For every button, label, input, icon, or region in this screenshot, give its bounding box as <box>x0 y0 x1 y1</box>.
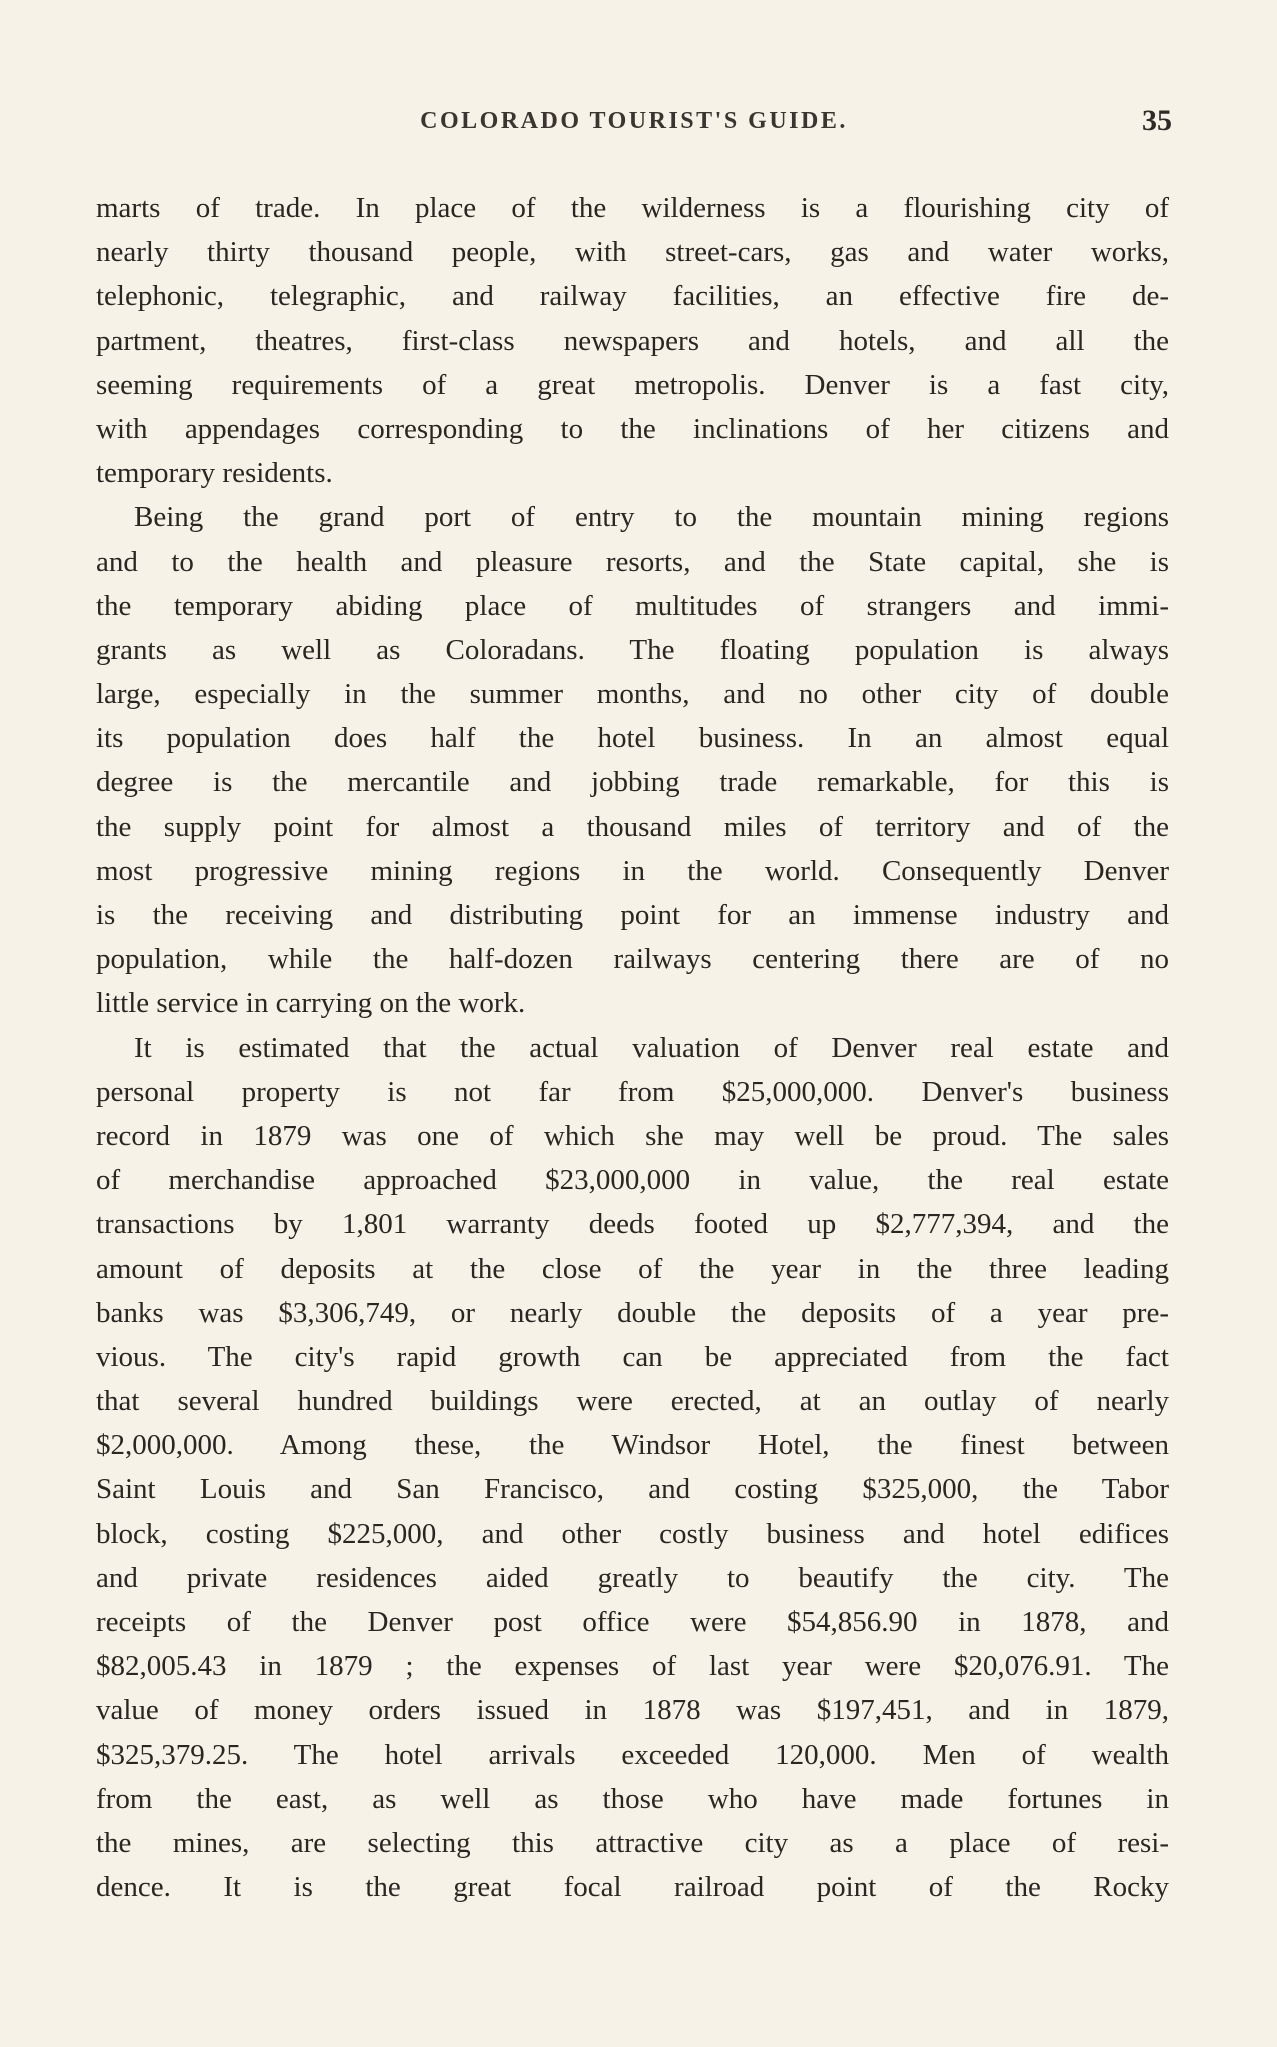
text-line: personal property is not far from $25,000,000. Denver's business <box>96 1075 1169 1108</box>
body-text <box>96 186 1169 1909</box>
text-line: grants as well as Coloradans. The floating population is always <box>96 633 1169 666</box>
text-line: amount of deposits at the close of the year in the three leading <box>96 1252 1169 1285</box>
text-line: little service in carrying on the work. <box>96 987 526 1020</box>
running-title: COLORADO TOURIST'S GUIDE. <box>420 108 848 134</box>
text-line: Being the grand port of entry to the mountain mining regions <box>134 501 1169 534</box>
text-line: value of money orders issued in 1878 was $197,451, and in 1879, <box>96 1694 1169 1727</box>
text-line: telephonic, telegraphic, and railway facilities, an effective fire de- <box>96 280 1169 313</box>
text-line: seeming requirements of a great metropolis. Denver is a fast city, <box>96 368 1169 401</box>
text-line: dence. It is the great focal railroad point of the Rocky <box>96 1871 1169 1904</box>
text-line: It is estimated that the actual valuation of Denver real estate and <box>134 1031 1169 1064</box>
text-line: and to the health and pleasure resorts, and the State capital, she is <box>96 545 1169 578</box>
text-line: population, while the half-dozen railways centering there are of no <box>96 943 1169 976</box>
page-number: 35 <box>1142 104 1172 137</box>
text-line: the supply point for almost a thousand miles of territory and of the <box>96 810 1169 843</box>
text-line: nearly thirty thousand people, with street-cars, gas and water works, <box>96 236 1169 269</box>
text-line: of merchandise approached $23,000,000 in value, the real estate <box>96 1164 1169 1197</box>
page-header <box>96 104 1172 148</box>
text-line: the temporary abiding place of multitudes of strangers and immi- <box>96 589 1169 622</box>
text-line: from the east, as well as those who have made fortunes in <box>96 1782 1169 1815</box>
text-line: record in 1879 was one of which she may well be proud. The sales <box>96 1119 1169 1152</box>
text-line: that several hundred buildings were erected, at an outlay of nearly <box>96 1385 1169 1418</box>
text-line: marts of trade. In place of the wilderness is a flourishing city of <box>96 192 1169 224</box>
text-line: block, costing $225,000, and other costly business and hotel edifices <box>96 1517 1169 1550</box>
text-line: receipts of the Denver post office were $54,856.90 in 1878, and <box>96 1606 1169 1638</box>
text-line: transactions by 1,801 warranty deeds footed up $2,777,394, and the <box>96 1208 1169 1241</box>
text-line: large, especially in the summer months, and no other city of double <box>96 678 1169 711</box>
text-line: its population does half the hotel business. In an almost equal <box>96 722 1169 755</box>
text-line: degree is the mercantile and jobbing trade remarkable, for this is <box>96 766 1169 799</box>
text-line: temporary residents. <box>96 457 333 490</box>
text-line: partment, theatres, first-class newspapers and hotels, and all the <box>96 324 1169 357</box>
text-line: $2,000,000. Among these, the Windsor Hotel, the finest between <box>96 1429 1169 1462</box>
text-line: banks was $3,306,749, or nearly double the deposits of a year pre- <box>96 1296 1169 1329</box>
text-line: and private residences aided greatly to beautify the city. The <box>96 1561 1169 1594</box>
text-line: $82,005.43 in 1879 ; the expenses of last year were $20,076.91. The <box>96 1650 1169 1683</box>
text-line: the mines, are selecting this attractive city as a place of resi- <box>96 1826 1169 1859</box>
text-line: is the receiving and distributing point for an immense industry and <box>96 899 1169 931</box>
text-line: most progressive mining regions in the world. Consequently Denver <box>96 854 1169 887</box>
text-line: vious. The city's rapid growth can be appreciated from the fact <box>96 1340 1169 1373</box>
text-line: $325,379.25. The hotel arrivals exceeded 120,000. Men of wealth <box>96 1738 1169 1771</box>
text-line: Saint Louis and San Francisco, and costing $325,000, the Tabor <box>96 1473 1169 1506</box>
text-line: with appendages corresponding to the inclinations of her citizens and <box>96 412 1169 445</box>
